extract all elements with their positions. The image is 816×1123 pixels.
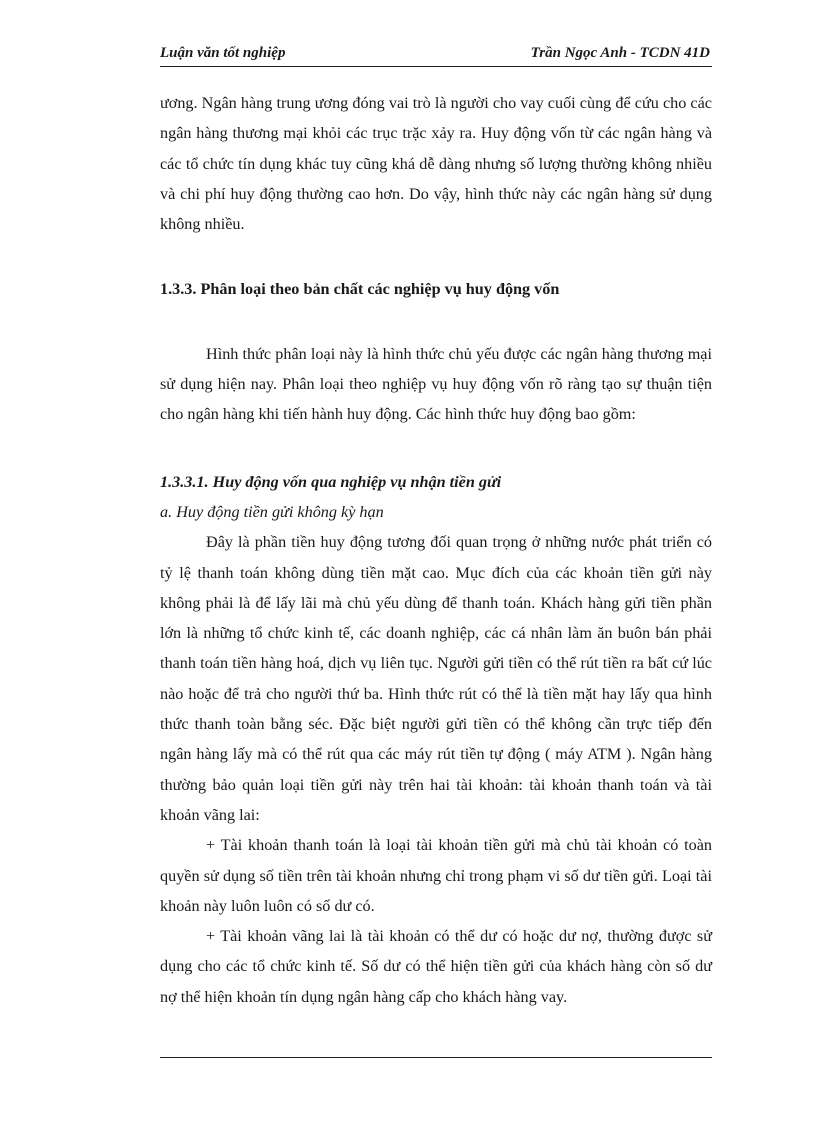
spacer [160,430,712,467]
section-heading-1-3-3: 1.3.3. Phân loại theo bản chất các nghiệp vụ huy động vốn [160,280,560,299]
spacer [160,305,712,339]
header-author: Trần Ngọc Anh - TCDN 41D [530,45,710,61]
header-thesis-title: Luận văn tốt nghiệp [160,45,286,61]
paragraph-central-bank: ương. Ngân hàng trung ương đóng vai trò là người cho vay cuối cùng để cứu cho các ngân hàng thương mại khỏi các trục trặc xảy ra. Huy động vốn từ các ngân hàng và các tổ chức tín dụng khác tuy cũng khá dễ dàng nhưng số lượng thường không nhiều và chi phí huy động thường cao hơn. Do vậy, hình thức này các ngân hàng sử dụng không nhiều. [160,94,712,234]
subheading-demand-deposits: a. Huy động tiền gửi không kỳ hạn [160,502,384,521]
section-heading-1-3-3-1: 1.3.3.1. Huy động vốn qua nghiệp vụ nhận tiền gửi [160,472,502,491]
paragraph-current-account: + Tài khoản vãng lai là tài khoản có thể dư có hoặc dư nợ, thường được sử dụng cho các tổ chức kinh tế. Số dư có thể hiện tiền gửi của khách hàng còn số dư nợ thể hiện khoản tín dụng ngân hàng cấp cho khách hàng vay. [160,927,712,1006]
footer-rule [160,1057,712,1058]
page-body [160,88,712,1012]
paragraph-demand-deposits: Đây là phần tiền huy động tương đối quan trọng ở những nước phát triển có tỷ lệ thanh toán không dùng tiền mặt cao. Mục đích của các khoản tiền gửi này không phải là để lấy lãi mà chủ yếu dùng để thanh toán. Khách hàng gửi tiền phần lớn là những tổ chức kinh tế, các doanh nghiệp, các cá nhân làm ăn buôn bán phải thanh toán tiền hàng hoá, dịch vụ liên tục. Người gửi tiền có thể rút tiền ra bất cứ lúc nào hoặc để trả cho người thứ ba. Hình thức rút có thể là tiền mặt hay lấy qua hình thức thanh toàn bằng séc. Đặc biệt người gửi tiền có thể không cần trực tiếp đến ngân hàng lấy mà có thể rút qua các máy rút tiền tự động ( máy ATM ). Ngân hàng thường bảo quản loại tiền gửi này trên hai tài khoản: tài khoản thanh toán và tài khoản vãng lai: [160,533,712,824]
paragraph-classification: Hình thức phân loại này là hình thức chủ yếu được các ngân hàng thương mại sử dụng hiện nay. Phân loại theo nghiệp vụ huy động vốn rõ ràng tạo sự thuận tiện cho ngân hàng khi tiến hành huy động. Các hình thức huy động bao gồm: [160,344,712,424]
paragraph-payment-account: + Tài khoản thanh toán là loại tài khoản tiền gửi mà chủ tài khoản có toàn quyền sử dụng số tiền trên tài khoản nhưng chỉ trong phạm vi số dư tiền gửi. Loại tài khoản này luôn luôn có số dư có. [160,836,712,915]
spacer [160,239,712,274]
running-header [160,42,712,67]
